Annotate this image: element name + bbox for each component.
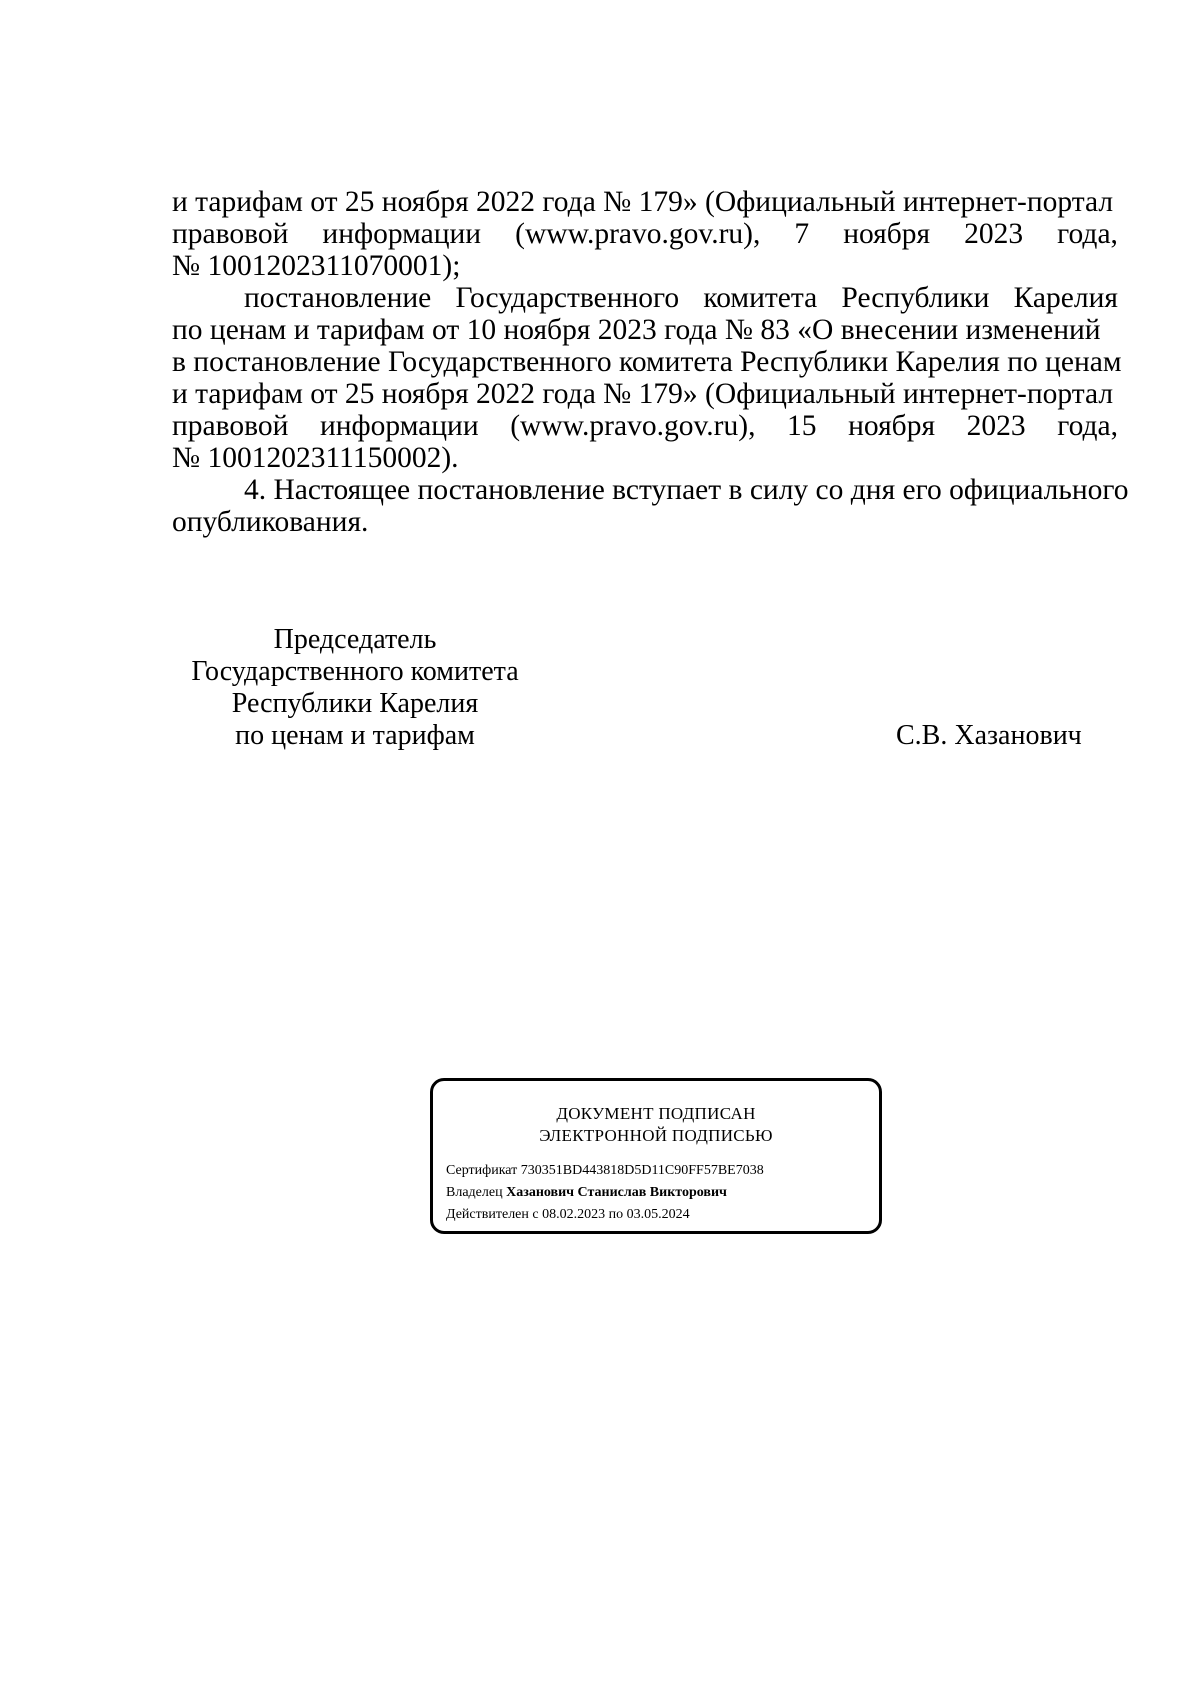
word: 2023 [964, 218, 1024, 250]
body-line-2 [172, 218, 1118, 250]
position-line: по ценам и тарифам [235, 720, 475, 751]
valid-to: 03.05.2024 [626, 1207, 690, 1222]
stamp-title-line-1: ДОКУМЕНТ ПОДПИСАН [556, 1104, 756, 1123]
word: правовой [172, 410, 289, 442]
word: года, [1057, 218, 1118, 250]
body-line-8 [172, 410, 1118, 442]
owner-value: Хазанович Станислав Викторович [506, 1185, 727, 1200]
stamp-title-line-2: ЭЛЕКТРОННОЙ ПОДПИСЬЮ [539, 1126, 773, 1145]
word: постановление [244, 282, 432, 314]
body-line-9: № 1001202311150002). [172, 442, 459, 474]
word: 15 [787, 410, 817, 442]
word: ноября [848, 410, 936, 442]
body-line-5: по ценам и тарифам от 10 ноября 2023 года № 83 «О внесении изменений [172, 314, 1101, 346]
word: года, [1057, 410, 1118, 442]
word: ноября [843, 218, 931, 250]
word: Республики [841, 282, 990, 314]
word: Государственного [455, 282, 680, 314]
body-line-7: и тарифам от 25 ноября 2022 года № 179» (Официальный интернет-портал [172, 378, 1114, 410]
body-line-6: в постановление Государственного комитета Республики Карелия по ценам [172, 346, 1122, 378]
body-line-10: 4. Настоящее постановление вступает в силу со дня его официального [244, 474, 1129, 506]
position-line: Республики Карелия [231, 688, 479, 719]
position-line: Государственного комитета [191, 656, 519, 687]
position-line: Председатель [273, 624, 437, 655]
stamp-validity [446, 1205, 690, 1225]
word: (www.pravo.gov.ru), [515, 218, 761, 250]
valid-to-label: по [608, 1207, 624, 1222]
valid-label: Действителен с [446, 1207, 539, 1222]
certificate-label: Сертификат [446, 1163, 518, 1178]
word: Карелия [1013, 282, 1118, 314]
certificate-value: 730351BD443818D5D11C90FF57BE7038 [520, 1163, 764, 1178]
word: информации [322, 218, 482, 250]
stamp-certificate [446, 1161, 764, 1181]
word: комитета [703, 282, 818, 314]
body-line-3: № 1001202311070001); [172, 250, 461, 282]
electronic-signature-stamp [430, 1078, 882, 1234]
word: (www.pravo.gov.ru), [510, 410, 756, 442]
word: 2023 [966, 410, 1026, 442]
body-line-11: опубликования. [172, 506, 369, 538]
body-line-1: и тарифам от 25 ноября 2022 года № 179» (Официальный интернет-портал [172, 186, 1114, 218]
word: 7 [794, 218, 810, 250]
valid-from: 08.02.2023 [542, 1207, 606, 1222]
word: правовой [172, 218, 289, 250]
stamp-owner [446, 1183, 727, 1203]
owner-label: Владелец [446, 1185, 503, 1200]
signatory-name: С.В. Хазанович [896, 720, 1082, 751]
body-line-4 [244, 282, 1118, 314]
word: информации [319, 410, 479, 442]
signatory-position [170, 624, 540, 752]
